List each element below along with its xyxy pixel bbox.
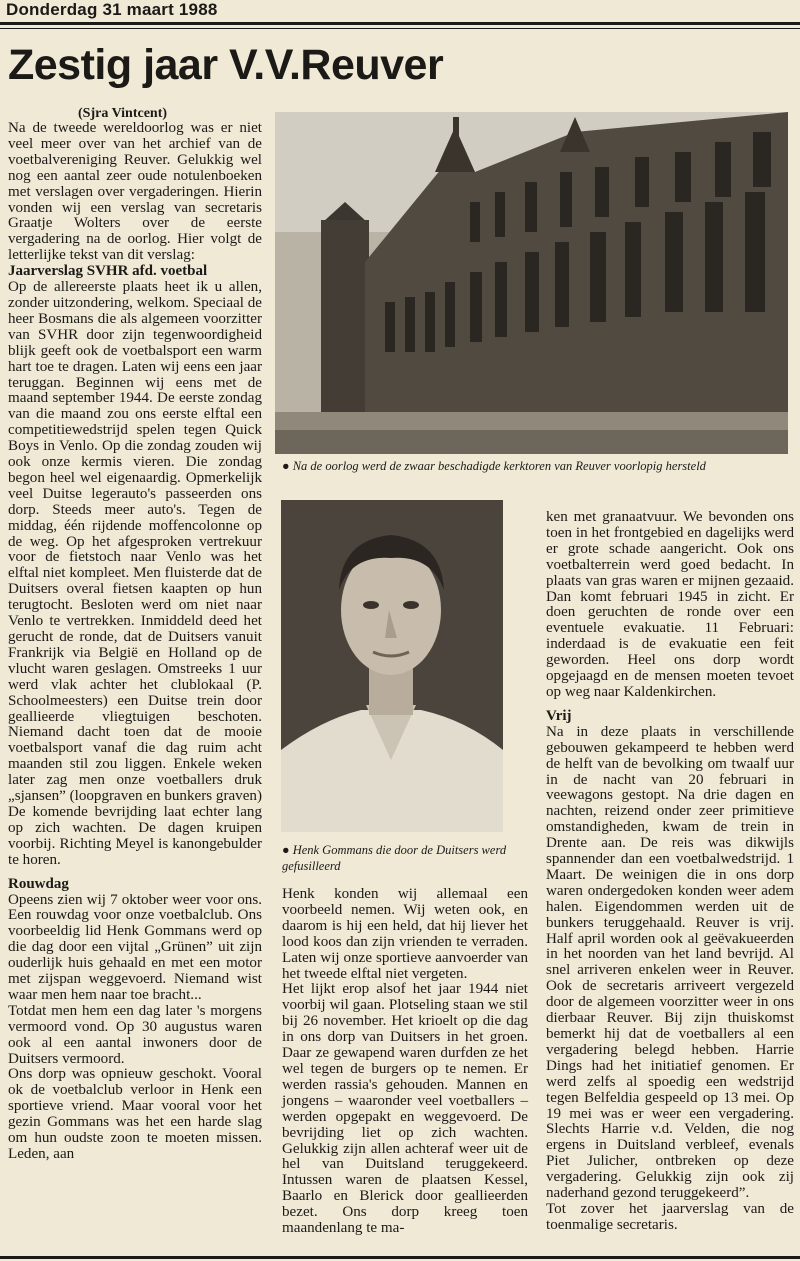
top-rule-thin xyxy=(0,28,800,29)
article-column-1 xyxy=(8,121,262,1163)
headline: Zestig jaar V.V.Reuver xyxy=(8,41,444,89)
caption-text: Henk Gommans die door de Duitsers werd gefusilleerd xyxy=(282,843,507,873)
bottom-rule xyxy=(0,1256,800,1259)
paragraph: Tot zover het jaarverslag van de toenmalige secretaris. xyxy=(546,1200,794,1233)
building-photo xyxy=(275,112,788,454)
paragraph: Ons dorp was opnieuw geschokt. Vooral ok de voetbalclub verloor in Henk een sportieve vriend. Maar vooral voor het gezin Gommans was het een harde slag om hun oudste zoon te moeten missen. Leden, aan xyxy=(8,1066,262,1162)
man-portrait-illustration xyxy=(281,500,503,832)
paragraph: Henk konden wij allemaal een voorbeeld nemen. Wij weten ook, en daarom is hij een held, dat hij liever het lood koos dan zijn vrienden te verraden. Laten wij onze sportieve aanvoerder van het tweede elftal niet vergeten. xyxy=(282,886,528,982)
subheading-rouwdag: Rouwdag xyxy=(8,875,69,892)
caption-text: Na de oorlog werd de zwaar beschadigde kerktoren van Reuver voorlopig hersteld xyxy=(292,459,706,473)
article-column-2 xyxy=(282,887,528,1237)
article-column-3 xyxy=(546,510,794,1234)
portrait-caption: ● Henk Gommans die door de Duitsers werd gefusilleerd xyxy=(282,843,507,873)
paragraph: Na in deze plaats in verschillende gebouwen gekampeerd te hebben werd de helft van de bevolking om twaalf uur in de nacht van 20 februari in veewagons gestopt. Na drie dagen en nachten, reizend onder zeer primitieve omstandigheden, kwam de trein in Drente aan. De reis was dikwijls spannender dan een voetbalwedstrijd. 1 Maart. De weinigen die in ons dorp waren ondergedoken konden weer adem halen. Eigendommen werden uit de bunkers teruggehaald. Reuver is vrij. Half april worden ook al geëvakueerden in het noorden van het land bevrijd. Al snel arriveren enkelen weer in Reuver. Ook de secretaris arriveert vergezeld door de algemeen voorzitter weer in ons dierbaar Reuver. Bij zijn thuiskomst bemerkt hij dat de voetballers al een vergadering belegd hebben. Harrie Dings had het initiatief genomen. Er werd zelfs al spoedig een wedstrijd tegen Belfeldia gespeeld op 13 mei. Op 19 mei was er weer een vergadering. Slechts Harrie v.d. Velden, die nog ergens in Duitsland verbleef, evenals Piet Julicher, ontbreken op deze vergadering. Gelukkig zijn ook zij naderhand gezond teruggekeerd”. xyxy=(546,723,794,1202)
byline: (Sjra Vintcent) xyxy=(78,106,168,121)
intro-paragraph: Na de tweede wereldoorlog was er niet veel meer over van het archief van de voetbalvereniging Reuver. Gelukkig wel nog een aantal zeer oude notulenboeken met verslagen over vergaderingen. Hierin vonden wij een verslag van secretaris Graatje Wolters over de eerste vergadering na de oorlog. Hier volgt de letterlijke tekst van dit verslag: xyxy=(8,120,262,264)
paragraph: Het lijkt erop alsof het jaar 1944 niet voorbij wil gaan. Plotseling staan we stil bij 26 november. Het krioelt op die dag in ons dorp van Duitsers in het groen. Daar ze gewapend waren durfden ze het wel tegen de burgers op te nemen. Er werden rassia's gehouden. Mannen en jongens – waaronder veel voetballers – werden opgepakt en weggevoerd. De bevrijding liet op zich wachten. Gelukkig zijn allen achteraf weer uit de hel van Duitsland teruggekeerd. Intussen waren de plaatsen Kessel, Baarlo en Blerick door geallieerden bezet. Ons dorp kreeg toen maandenlang te ma- xyxy=(282,981,528,1237)
building-caption: ● Na de oorlog werd de zwaar beschadigde kerktoren van Reuver voorlopig hersteld xyxy=(282,459,706,473)
subheading-vrij: Vrij xyxy=(546,707,572,724)
paragraph: Opeens zien wij 7 oktober weer voor ons. Een rouwdag voor onze voetbalclub. Ons voorbeeldig lid Henk Gommans werd op die dag door een vijtal „Grünen” uit zijn ouderlijk huis gehaald en met een motor met zijspan weggevoerd. Niemand wist waar men hem naar toe bracht... xyxy=(8,891,262,1003)
paragraph: ken met granaatvuur. We bevonden ons toen in het frontgebied en dagelijks werd er grote schade aangericht. Ook ons voetbalterrein werd goed bedacht. In plaats van gras waren er mijnen gezaaid. Dan komt februari 1945 in zicht. Er doen geruchten de ronde over een eventuele evakuatie. 11 Februari: inderdaad is de evakuatie een feit geworden. Heel ons dorp wordt opgejaagd en de mensen moeten tevoet op weg naar Kaldenkirchen. xyxy=(546,509,794,700)
top-rule xyxy=(0,22,800,25)
portrait-photo xyxy=(281,500,503,832)
dateline: Donderdag 31 maart 1988 xyxy=(6,0,218,19)
church-building-illustration xyxy=(275,112,788,454)
paragraph: Totdat men hem een dag later 's morgens vermoord vond. Op 30 augustus waren ook al een aantal inwoners door de Duitsers vermoord. xyxy=(8,1002,262,1067)
paragraph: Op de allereerste plaats heet ik u allen, zonder uitzondering, welkom. Speciaal de heer Bosmans die als algemeen voorzitter van SVHR door zijn tegenwoordigheid blijk geeft ook de voetbalsport een warm hart toe te dragen. Laten wij eens een jaar teruggan. Beginnen wij eens met de maand september 1944. De eerste zondag van die maand zou ons eerste elftal een competitiewedstrijd spelen tegen Quick Boys in Venlo. Op die zondag zouden wij ook onze kermis vieren. Die zondag begon heel wel eigenaardig. Opmerkelijk veel Duitse legerauto's passeerden ons dorp. Steeds meer auto's. Tegen de middag, één rijdende moffencolonne op de weg. Op het afgesproken vertrekuur voor de fietstoch naar Venlo was het elftal niet kompleet. Men fluisterde dat de Duitsers overal fietsen kaapten op hun terugtocht. Besloten werd om niet naar Venlo te vertrekken. Inmiddeld deed het gerucht de ronde, dat de Duitsers vanuit Frankrijk via België en Holland op de vlucht waren geslagen. Omstreeks 1 uur werd vlak achter het clublokaal (P. Schoolmeesters) een Duitse trein door geallieerde vliegtuigen beschoten. Niemand dacht toen dat de mooie voetbalsport vanaf die dag ruim acht maanden stil zou liggen. Enkele weken later zag men onze voetballers druk „sjansen” (loopgraven en bunkers graven) De komende bevrijding laat echter lang op zich wachten. De dagen kruipen voorbij. Richting Meyel is kanongebulder te horen. xyxy=(8,279,262,868)
subheading-jaarverslag: Jaarverslag SVHR afd. voetbal xyxy=(8,263,208,280)
